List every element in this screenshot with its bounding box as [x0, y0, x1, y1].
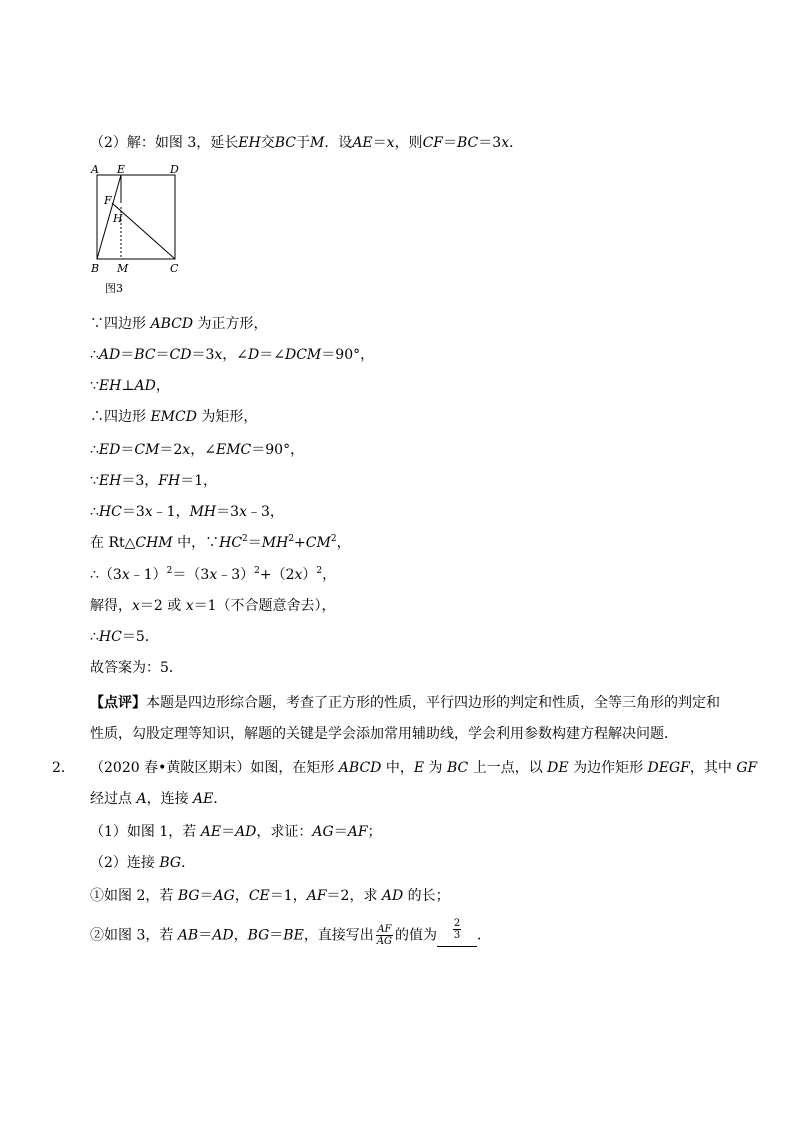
q2-sub-1: （1）如图 1，若 AE＝AD，求证：AG＝AF；: [90, 824, 382, 840]
q2-sub-2b: ②如图 3，若 AB＝AD，BG＝BE，直接写出 $\frac{AF}{AG}$ 的值为 $\frac{2}{3}$ ．: [90, 918, 492, 947]
q2-line-2: 经过点 A，连接 AE．: [90, 791, 228, 807]
fraction-af-ag: $\frac{AF}{AG}$: [376, 924, 393, 947]
comment-tag: 【点评】: [90, 695, 146, 711]
step-4: ∴四边形 EMCD 为矩形，: [90, 409, 258, 425]
label-d: D: [170, 163, 179, 176]
step-5: ∴ED＝CM＝2x，∠EMC＝90°，: [90, 442, 305, 458]
step-1: ∵四边形 ABCD 为正方形，: [90, 316, 268, 332]
label-e: E: [117, 163, 126, 176]
figure-caption: 图3: [105, 282, 123, 295]
comment-line-1: 【点评】本题是四边形综合题，考查了正方形的性质，平行四边形的判定和性质，全等三角形的判定和: [90, 695, 720, 711]
label-c: C: [170, 262, 179, 275]
comment-line-2: 性质，勾股定理等知识，解题的关键是学会添加常用辅助线，学会利用参数构建方程解决问题．: [90, 726, 678, 742]
q2-line-1: （2020 春•黄陂区期末）如图，在矩形 ABCD 中，E 为 BC 上一点，以 DE 为边作矩形 DEGF，其中 GF: [90, 760, 758, 776]
figure-3: [88, 162, 193, 300]
q2-number: 2．: [52, 760, 75, 776]
step-8: 在 Rt△CHM 中，$\because HC^2=MH^2+CM^2$，: [90, 534, 351, 551]
label-f: F: [104, 194, 112, 207]
label-h: H: [113, 212, 123, 225]
step-11: ∴HC＝5．: [90, 629, 159, 645]
label-b: B: [91, 262, 100, 275]
step-12: 故答案为：5．: [90, 660, 183, 676]
answer-blank: [437, 918, 477, 947]
step-6: ∵EH＝3，FH＝1，: [90, 473, 218, 489]
step-9: $\therefore(3x﹣1)^2=(3x﹣3)^2+(2x)^2$，: [90, 566, 337, 583]
step-10: 解得，x＝2 或 x＝1（不合题意舍去），: [90, 598, 336, 614]
label-m: M: [117, 262, 129, 275]
step-3: ∵EH⊥AD，: [90, 378, 170, 394]
q2-sub-2a: ①如图 2，若 BG＝AG，CE＝1，AF＝2，求 AD 的长；: [90, 888, 450, 904]
label-a: A: [91, 163, 99, 176]
answer-fraction: $\frac{2}{3}$: [453, 918, 461, 941]
step-2: ∴AD＝BC＝CD＝3x，∠D＝∠DCM＝90°，: [90, 347, 375, 363]
part2-intro: （2）解：如图 3，延长EH交BC于M．设AE＝x，则CF＝BC＝3x．: [90, 135, 524, 151]
q2-sub-2: （2）连接 BG．: [90, 855, 196, 871]
step-7: ∴HC＝3x﹣1，MH＝3x﹣3，: [90, 504, 284, 520]
